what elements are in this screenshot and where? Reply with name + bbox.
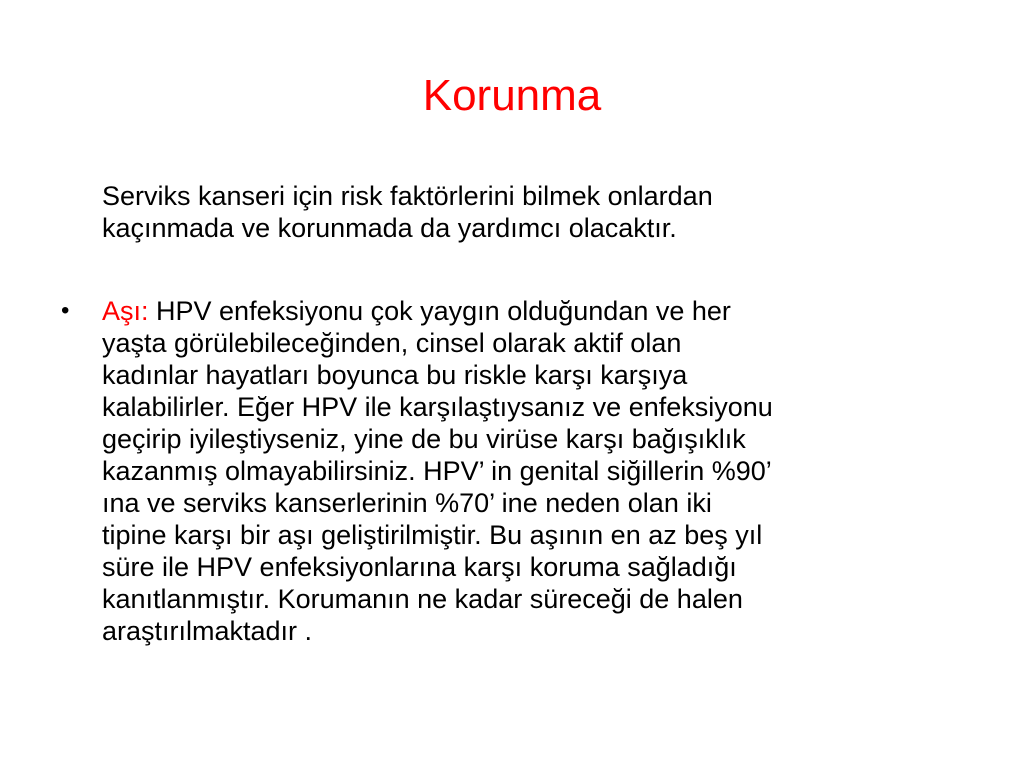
bullet-line: yaşta görülebileceğinden, cinsel olarak aktif olan xyxy=(102,328,682,358)
bullet-line: kazanmış olmayabilirsiniz. HPV’ in genital siğillerin %90’ xyxy=(102,456,772,486)
bullet-line: kalabilirler. Eğer HPV ile karşılaştıysanız ve enfeksiyonu xyxy=(102,392,773,422)
bullet-line: tipine karşı bir aşı geliştirilmiştir. Bu aşının en az beş yıl xyxy=(102,520,763,550)
slide-title: Korunma xyxy=(422,71,602,120)
bullet-line: geçirip iyileştiyseniz, yine de bu virüse karşı bağışıklık xyxy=(102,424,746,454)
bullet-line: araştırılmaktadır . xyxy=(102,616,313,646)
bullet-line: HPV enfeksiyonu çok yaygın olduğundan ve her xyxy=(148,296,731,326)
intro-line: kaçınmada ve korunmada da yardımcı olacaktır. xyxy=(102,213,677,243)
bullet-line: kadınlar hayatları boyunca bu riskle karşı karşıya xyxy=(102,360,688,390)
bullet-line: kanıtlanmıştır. Korumanın ne kadar süreceği de halen xyxy=(102,584,743,614)
bullet-line: süre ile HPV enfeksiyonlarına karşı koruma sağladığı xyxy=(102,552,737,582)
intro-line: Serviks kanseri için risk faktörlerini bilmek onlardan xyxy=(102,181,713,211)
bullet-lead: Aşı: xyxy=(102,296,149,326)
bullet-item-vaccine xyxy=(61,295,966,647)
bullet-paragraph xyxy=(102,295,966,647)
bullet-line: ına ve serviks kanserlerinin %70’ ine neden olan iki xyxy=(102,488,712,518)
bullet-dot-icon: • xyxy=(61,297,70,324)
intro-paragraph xyxy=(102,180,962,244)
